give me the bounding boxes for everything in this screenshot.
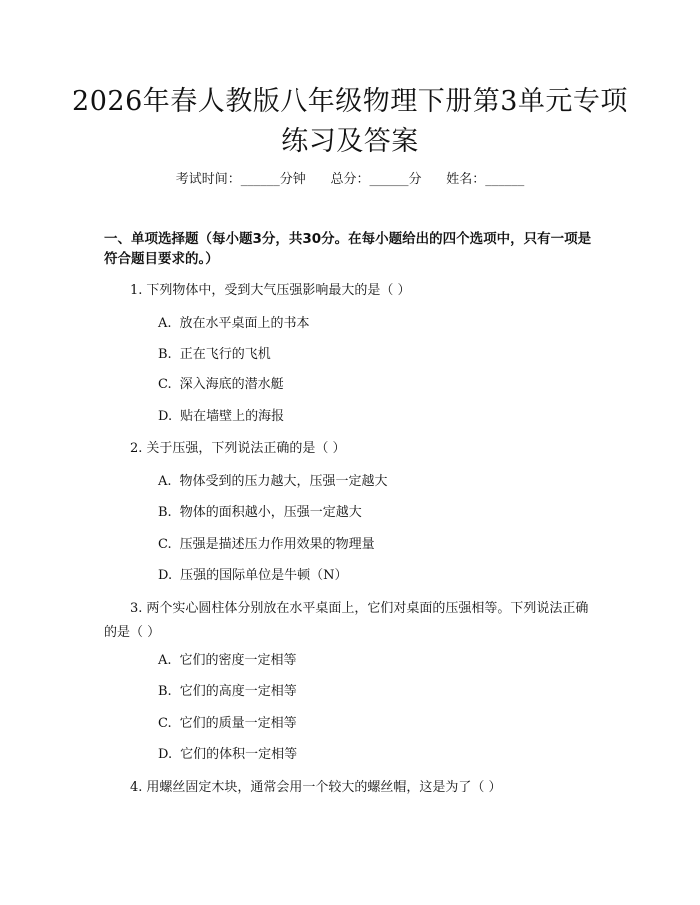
question-number: 1. <box>130 283 143 298</box>
question-2-option-a <box>158 473 388 491</box>
question-3 <box>104 597 600 645</box>
question-3-option-b <box>158 683 297 701</box>
option-letter: C. <box>158 377 172 392</box>
option-text: 它们的高度一定相等 <box>179 684 297 699</box>
question-1-option-d <box>158 408 284 426</box>
question-2-option-b <box>158 504 362 522</box>
option-text: 正在飞行的飞机 <box>179 347 271 362</box>
option-text: 它们的质量一定相等 <box>179 716 297 731</box>
question-1 <box>104 279 600 303</box>
option-letter: D. <box>158 747 173 762</box>
question-text: 关于压强，下列说法正确的是（ ） <box>146 441 346 456</box>
question-2-option-c <box>158 536 375 554</box>
option-text: 它们的密度一定相等 <box>179 653 297 668</box>
option-text: 贴在墙壁上的海报 <box>180 409 285 424</box>
question-4 <box>104 776 600 800</box>
option-letter: C. <box>158 537 172 552</box>
option-text: 物体受到的压力越大，压强一定越大 <box>179 474 388 489</box>
section-heading: 一、单项选择题（每小题3分，共30分。在每小题给出的四个选项中，只有一项是符合题目要求的。） <box>104 231 592 267</box>
question-1-option-b <box>158 346 271 364</box>
option-letter: A. <box>158 653 172 668</box>
option-letter: B. <box>158 347 172 362</box>
option-text: 物体的面积越小，压强一定越大 <box>179 505 362 520</box>
question-2 <box>104 437 600 461</box>
option-text: 放在水平桌面上的书本 <box>179 316 310 331</box>
question-1-option-a <box>158 315 310 333</box>
question-3-option-d <box>158 746 297 764</box>
option-letter: A. <box>158 316 172 331</box>
question-1-option-c <box>158 376 284 394</box>
option-text: 压强是描述压力作用效果的物理量 <box>179 537 375 552</box>
exam-info-line: 考试时间：______分钟 总分：______分 姓名：______ <box>175 172 525 187</box>
question-number: 3. <box>130 601 143 616</box>
question-3-option-a <box>158 652 297 670</box>
option-letter: D. <box>158 568 173 583</box>
question-text: 两个实心圆柱体分别放在水平桌面上，它们对桌面的压强相等。下列说法正确的是（ ） <box>104 601 589 640</box>
question-number: 2. <box>130 441 143 456</box>
question-3-option-c <box>158 715 297 733</box>
option-text: 深入海底的潜水艇 <box>179 377 284 392</box>
option-text: 压强的国际单位是牛顿（N） <box>180 568 348 583</box>
option-letter: B. <box>158 505 172 520</box>
question-text: 下列物体中，受到大气压强影响最大的是（ ） <box>146 283 411 298</box>
option-letter: C. <box>158 716 172 731</box>
page-title: 2026年春人教版八年级物理下册第3单元专项练习及答案 <box>72 86 628 157</box>
option-text: 它们的体积一定相等 <box>180 747 298 762</box>
option-letter: A. <box>158 474 172 489</box>
question-2-option-d <box>158 567 347 585</box>
question-number: 4. <box>130 780 143 795</box>
question-text: 用螺丝固定木块，通常会用一个较大的螺丝帽，这是为了（ ） <box>146 780 502 795</box>
option-letter: B. <box>158 684 172 699</box>
option-letter: D. <box>158 409 173 424</box>
